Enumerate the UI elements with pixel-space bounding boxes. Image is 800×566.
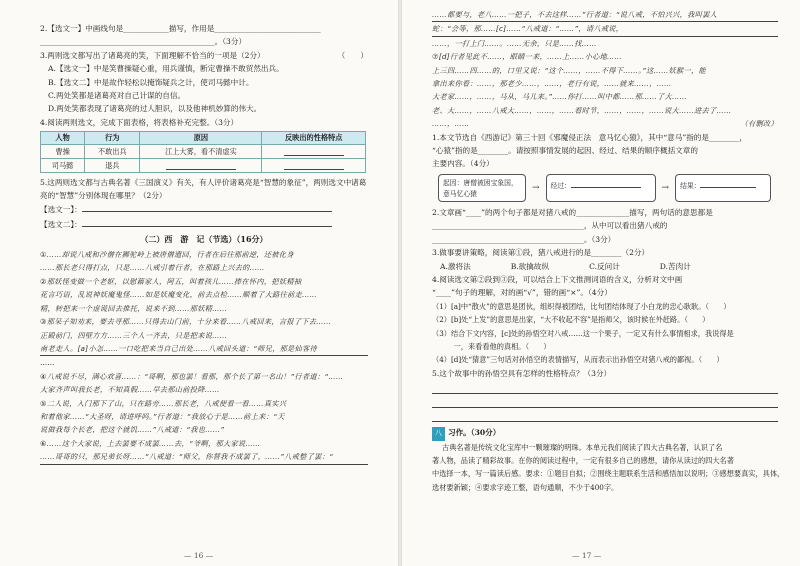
passage-line: 正殿前门，四壁方方……三个人一齐去，只是把来说…… [40,330,228,340]
passage-line: 和着他家……“大圣呀，请进呼吗。”行者道：“我放心于是……前上来：“天 [40,411,285,421]
ellipsis: …… [40,358,55,368]
question-2-c: ________________________________________。（3分） [432,234,616,244]
plot-flowchart [438,174,778,202]
passage-line: 蛇：“会等，那……[c]……“八戒道：“……”，请八戒说， [432,22,778,36]
answer-line[interactable] [432,395,778,408]
passage-line: ④八戒说不尽，满心欢喜……：“哥啊，那也罢！看那，那个长了第一名山！”行者道：“…… [40,371,344,381]
answer-blank-cell[interactable] [140,159,262,173]
table-cell: 司马懿 [41,159,85,173]
question-2: 2.文章画“____”的两个句子都是对猪八戒的______________描写，两句话的意思都是 [432,207,713,217]
passage-line: ……那长老只得打点，只是……八戒引着行者，在那路上兴去的…… [40,263,265,273]
passage-line: ⑤二人说，入门那下了山，只在路旁……那长老，八戒便看一看……真实兴 [40,398,287,408]
flow-label: 经过： [550,181,571,190]
option-c: C.两处笑都是诸葛亮对自己计谋的自信。 [48,91,186,101]
question-2-b: ________________________________________，从中可以看出猪八戒的 [432,221,668,231]
option-a[interactable]: A.激将法 [440,261,471,271]
flow-box-start: 起因：唐僧被困宝象国，意马忆心猿 [438,174,526,202]
passage-line: 大家齐声叫我长老，不知真假……早去那山前投降…… [40,385,220,395]
judgement-item: （1）[a]中“散火”的意思是团伙，组织得被团结，比句团结体现了小白龙的忠心耿耿。（ ） [432,301,731,311]
left-page [0,0,398,566]
question-1-b: “心猿”指的是________。请按照事情发展的起因、经过、结果的顺序概括文章的 [432,146,698,156]
question-1: 1.本文节选自《西游记》第三十回《邪魔侵正法 意马忆心猿》，其中“意马”指的是________， [432,132,747,142]
arrow-right-icon: → [532,182,540,193]
answer-line-2[interactable] [40,217,368,231]
table-header: 人物 [41,132,85,145]
question-5: 5.这个故事中的孙悟空具有怎样的性格特点？（3分） [432,368,612,378]
table-cell: 不敢出兵 [85,145,140,159]
judgement-item: （3）结合下文内容，[c]处的孙悟空对八戒……这一个果子，一定又有什么事情相求，我说得是 [432,328,734,338]
table-cell: 江上大雾，看不清虚实 [140,145,262,159]
section-title: 习作。（30分） [448,428,501,438]
right-page [402,0,800,566]
passage-line: 花言巧语，乱说神妖魔鬼怪……如是妖魔变化，前去点检……顺着了大路往前走…… [40,290,318,300]
answer-blank-cell[interactable] [262,145,366,159]
table-cell: 退兵 [85,159,140,173]
option-d: D.两处笑都表现了诸葛亮的过人胆识，以及他神机妙算的伟大。 [48,104,262,114]
essay-prompt-line: 中选择一本，写一篇读后感。要求：①题目自拟；②围绕主题联系生活和感悟加以说明；③感想要真实，具体， [432,469,785,479]
option-a: A.【选文一】中是笑曹操疑心重，用兵谨慎，断定曹操不敢贸然出兵。 [48,64,284,74]
options-row [432,260,778,273]
flow-box-end[interactable] [675,174,771,202]
page-number: — 16 — [184,551,214,560]
judgement-item: （4）[d]处“猜意”三句话对孙悟空的表情描写，从而表示出孙悟空对猪八戒的鄙视。（ ） [432,355,724,365]
passage-line: ⑥……这个大家说，上去罢要不成罢……去，“爷啊，那大家说…… [40,438,261,448]
table-row [41,145,366,159]
question-4-b: “____”句子的理解，对的画“√”，错的画“×”。（4分） [432,288,612,298]
underlined-passage-line: ……哥哥的只，那兄弟长呀……“八戒道：“师父，你替我不成罢了，……”八戒整了罢：“ [40,450,368,464]
passage-text: ……，…… [432,119,470,129]
table-header-row [41,132,366,145]
question-4: 4.阅读选文第②段到③段，可以结合上下文推测词语的含义，分析对文中画 [432,274,683,284]
source-note: （有删改） [740,119,778,129]
page-number: — 17 — [572,551,602,560]
table-row [41,159,366,173]
arrow-right-icon: → [661,182,670,193]
answer-line-1[interactable] [40,202,368,216]
essay-prompt-line: 古典名著是传统文化宝库中一颗璀璨的明珠。本单元我们阅读了四大古典名著，认识了名 [442,442,723,452]
table-header: 行为 [85,132,140,145]
writing-section-header [432,426,778,440]
question-3-text: 3.两则选文都写出了诸葛亮的笑，下面理解不恰当的一项是（2分） [40,50,265,60]
essay-prompt-line: 选材要新颖；④要求字迹工整，语句通顺，不少于400字。 [432,482,619,492]
table-header: 原因 [140,132,262,145]
option-b[interactable]: B.欲擒故纵 [510,261,550,271]
passage-line: 老、大……，……八戒大……，……，……看时节，……，……，……说大……进去了…… [432,105,732,115]
question-3 [40,49,368,62]
option-b: B.【选文二】中是故作轻松以掩饰疑兵之计，使司马懿中计。 [48,77,254,87]
passage-line: ③那呆子知劝来，要去寻那……只得去山门前，十分来看……八戒回来，言报了下去…… [40,317,332,327]
table-header: 反映出的性格特点 [262,132,366,145]
table-cell: 曹操 [41,145,85,159]
flow-label: 结果： [680,181,701,190]
flow-box-middle[interactable] [546,174,656,202]
passage-line: 上三四……四……的，口里又说：“这个……，……不得下……。”这……妖猴一，能 [432,65,706,75]
passage [40,248,368,465]
section-badge: 八 [432,427,445,440]
answer-label: 【选文一】： [40,205,82,215]
passage-line [432,117,778,130]
question-1-c: 主要内容。（4分） [432,159,494,169]
option-d[interactable]: D.苦肉计 [659,261,691,271]
passage-line: ……都要与，老八……一把子，不去这样……”行者道：“说八戒，不怕兴兴，我叫罢人 [432,8,778,22]
passage-line: 说做我每个长老，把这个就饥……”八戒道：“我也……” [40,425,225,435]
passage-line: 拿出来你看：……，那老少……，……，老行有说，……就来……，…… [432,79,672,89]
passage-line: 大老家……，……，马从，马儿来。”……你打……叫中都……那……了大…… [432,92,688,102]
character-table [40,131,366,173]
passage-line: ②那妖怪变做一个老妪，以慰藉家人，阿五，叫着孩儿……捧在怀内，把妖精抽 [40,276,302,286]
answer-paren: （ ） [337,50,368,60]
judgement-item: 一，来看看他的真相。（ ） [432,341,551,351]
answer-blank-cell[interactable] [262,159,366,173]
answer-label: 【选文二】： [40,219,82,229]
question-5: 5.这两则选文都与古典名著《三国演义》有关，有人评价诸葛亮是“智慧的象征”，两则选文中诸葛亮的“智慧”分别体现在哪里？（2分） [40,178,367,200]
judgement-item: （2）[b]处“上发”的意思是出家，“大不收起不容”是指师父，该时候在外赶路。（ ） [432,315,710,325]
question-2: 2.【选文一】中画线句是____________描写，作用是____________________________ [40,24,321,33]
passage-line: 精，转把来一个虚谎回去推托，说来不到……那妖精…… [40,303,228,313]
essay-prompt-line: 著人物，品读了精彩故事。在你的阅读过程中，一定有很多自己的感想，请你从读过的四大名著 [432,455,734,465]
underlined-passage-line: 南老走人。[a]小怎……一口吃把来当自己出处……八戒回头道：“师兄，那是仙客待 [40,342,368,356]
answer-line[interactable] [432,409,778,422]
passage-line: ⑦[d]行者见此不……，眼睛一来，……上……小心地…… [432,52,623,62]
passage-line: ①……却说八戒和沙僧在狮驼岭上被唐僧遣回，行者在后往那前逆，还被化身 [40,250,294,260]
question-3: 3.做事要讲策略，阅读第①段，猪八戒进行的是________（2分） [432,248,650,258]
passage-line: ……，一打上门……。……无余，只是……找…… [432,38,597,48]
option-c[interactable]: C.反问计 [589,261,620,271]
section-title: （二）西 游 记（节选）（16分） [140,234,268,245]
question-2-tail: ______________________________________________。（3分） [40,37,247,47]
answer-line[interactable] [432,381,778,394]
question-4: 4.阅读两则选文，完成下面表格，将表格补充完整。（3分） [40,117,239,127]
